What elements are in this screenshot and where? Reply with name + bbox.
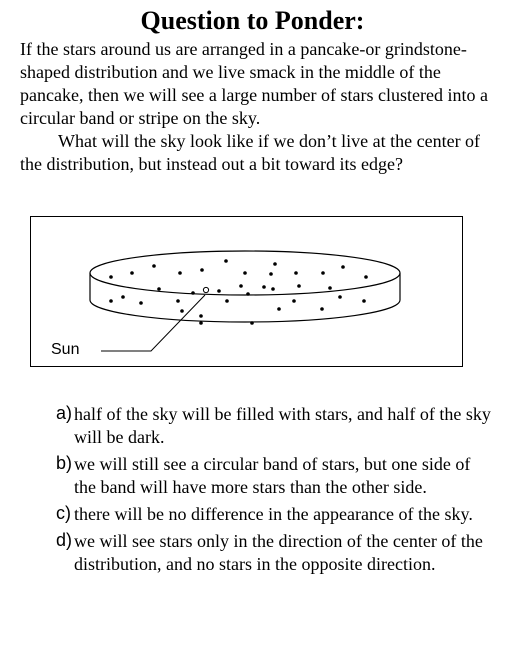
sun-marker: [203, 287, 208, 292]
star: [362, 299, 366, 303]
star: [262, 285, 266, 289]
star: [328, 286, 332, 290]
star: [294, 271, 298, 275]
star: [130, 271, 134, 275]
option-b[interactable]: [56, 453, 496, 499]
star: [341, 265, 345, 269]
star: [176, 299, 180, 303]
disk-bottom-arc: [90, 300, 400, 322]
option-a[interactable]: [56, 403, 496, 449]
page-title: Question to Ponder:: [140, 6, 365, 35]
star: [292, 299, 296, 303]
option-letter: d): [56, 530, 73, 550]
option-d[interactable]: [56, 530, 496, 576]
disk-diagram: [31, 217, 464, 368]
galaxy-disk-figure: [30, 216, 463, 367]
option-letter: c): [56, 503, 71, 523]
question-paragraph-1: If the stars around us are arranged in a pancake-or grindstone-shaped distribution and we live smack in the middle of the pancake, then we will see a large number of stars clustered into a circular band or stripe on the sky.: [20, 39, 488, 128]
option-text: we will see stars only in the direction of the center of the distribution, and no stars in the opposite direction.: [74, 531, 483, 574]
option-c[interactable]: [56, 503, 496, 526]
star: [199, 314, 203, 318]
star: [321, 271, 325, 275]
option-letter: a): [56, 403, 73, 423]
question-text: [20, 38, 495, 176]
star: [225, 299, 229, 303]
star: [152, 264, 156, 268]
star: [224, 259, 228, 263]
star: [277, 307, 281, 311]
option-text: we will still see a circular band of stars, but one side of the band will have more stars than the other side.: [74, 454, 471, 497]
sun-label: Sun: [51, 341, 80, 358]
star: [217, 289, 221, 293]
star: [200, 268, 204, 272]
option-text: there will be no difference in the appearance of the sky.: [74, 504, 473, 524]
star: [364, 275, 368, 279]
star: [250, 321, 254, 325]
star: [297, 284, 301, 288]
star: [157, 287, 161, 291]
option-letter: b): [56, 453, 73, 473]
question-paragraph-2: What will the sky look like if we don’t live at the center of the distribution, but instead out a bit toward its edge?: [20, 131, 481, 174]
star: [273, 262, 277, 266]
star: [320, 307, 324, 311]
star: [269, 272, 273, 276]
star: [199, 321, 203, 325]
star: [246, 292, 250, 296]
option-text: half of the sky will be filled with stars, and half of the sky will be dark.: [74, 404, 491, 447]
star: [121, 295, 125, 299]
star: [180, 309, 184, 313]
star: [191, 291, 195, 295]
star: [178, 271, 182, 275]
star: [338, 295, 342, 299]
star: [139, 301, 143, 305]
star: [109, 275, 113, 279]
sun-pointer-line: [101, 295, 205, 351]
star: [271, 287, 275, 291]
star: [239, 284, 243, 288]
star: [109, 299, 113, 303]
answer-options: [56, 403, 496, 580]
star: [243, 271, 247, 275]
